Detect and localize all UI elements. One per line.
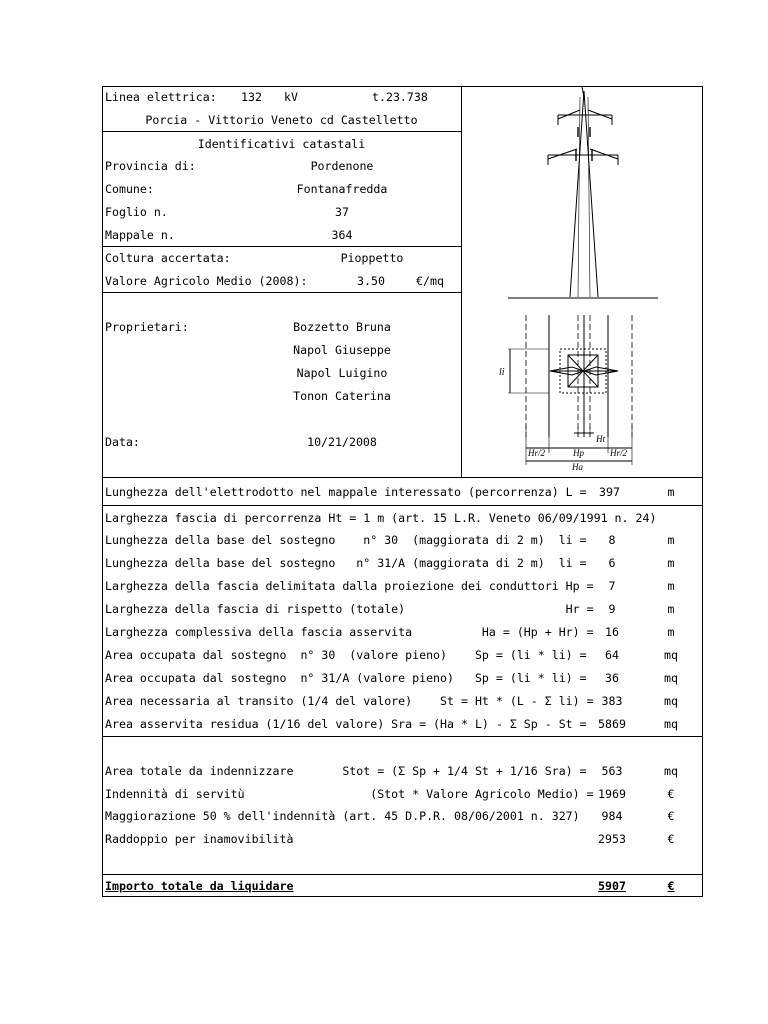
row-value: 563 bbox=[601, 764, 623, 778]
row-unit: m bbox=[667, 579, 675, 593]
divider-catasto bbox=[102, 246, 461, 247]
coltura-label: Coltura accertata: bbox=[105, 251, 231, 265]
row-unit: mq bbox=[664, 671, 678, 685]
voltage-unit: kV bbox=[284, 90, 298, 104]
row-value: 9 bbox=[608, 602, 616, 616]
vam-unit: €/mq bbox=[416, 274, 444, 288]
row-text: Larghezza della fascia di rispetto (totale) Hr = bbox=[105, 602, 594, 616]
row-value: 1969 bbox=[598, 787, 626, 801]
row-unit: € bbox=[667, 787, 675, 801]
linea-label: Linea elettrica: bbox=[105, 90, 217, 104]
diagram-label-ht: Ht bbox=[596, 434, 605, 444]
row-value: 2953 bbox=[598, 832, 626, 846]
row-text: Larghezza della fascia delimitata dalla proiezione dei conduttori Hp = bbox=[105, 579, 594, 593]
proprietario-name: Tonon Caterina bbox=[293, 389, 391, 403]
catasto-title: Identificativi catastali bbox=[197, 137, 366, 151]
proprietario-name: Napol Luigino bbox=[296, 366, 388, 380]
row-text: Indennità di servitù (Stot * Valore Agricolo Medio) = bbox=[105, 787, 594, 801]
comune-value: Fontanafredda bbox=[296, 182, 388, 196]
voltage-value: 132 bbox=[241, 90, 262, 104]
data-label: Data: bbox=[105, 435, 140, 449]
proprietario-name: Napol Giuseppe bbox=[293, 343, 391, 357]
row-text: Raddoppio per inamovibilità bbox=[105, 832, 294, 846]
divider-lunghezza bbox=[102, 505, 703, 506]
row-text: Lunghezza della base del sostegno n° 31/A (maggiorata di 2 m) li = bbox=[105, 556, 587, 570]
row-unit: m bbox=[667, 533, 675, 547]
divider-top-section bbox=[102, 477, 703, 478]
row-value: 16 bbox=[605, 625, 619, 639]
line-code: t.23.738 bbox=[372, 90, 428, 104]
lunghezza-value: 397 bbox=[599, 485, 620, 499]
row-text: Maggiorazione 50 % dell'indennità (art. 45 D.P.R. 08/06/2001 n. 327) bbox=[105, 809, 580, 823]
diagram-label-li: li bbox=[499, 367, 505, 378]
row-value: 8 bbox=[608, 533, 616, 547]
row-text: Area occupata dal sostegno n° 30 (valore pieno) Sp = (li * li) = bbox=[105, 648, 587, 662]
mappale-label: Mappale n. bbox=[105, 228, 175, 242]
proprietari-label: Proprietari: bbox=[105, 320, 189, 334]
divider-totale bbox=[102, 874, 703, 875]
row-value: 5869 bbox=[598, 717, 626, 731]
row-text: Area asservita residua (1/16 del valore) Sra = (Ha * L) - Σ Sp - St = bbox=[105, 717, 587, 731]
row-text: Area totale da indennizzare Stot = (Σ Sp + 1/4 St + 1/16 Sra) = bbox=[105, 764, 587, 778]
foglio-value: 37 bbox=[335, 205, 349, 219]
row-unit: € bbox=[667, 832, 675, 846]
divider-rows bbox=[102, 736, 703, 737]
divider-coltura bbox=[102, 292, 461, 293]
diagram-label-hr2-right: Hr/2 bbox=[610, 448, 628, 458]
row-unit: mq bbox=[664, 694, 678, 708]
row-value: 64 bbox=[605, 648, 619, 662]
provincia-value: Pordenone bbox=[310, 159, 374, 173]
row-unit: mq bbox=[664, 717, 678, 731]
row-value: 6 bbox=[608, 556, 616, 570]
row-text: Area necessaria al transito (1/4 del valore) St = Ht * (L - Σ li) = bbox=[105, 694, 594, 708]
diagram-label-ha: Ha bbox=[572, 462, 583, 472]
row-value: 984 bbox=[601, 809, 623, 823]
route-name: Porcia - Vittorio Veneto cd Castelletto bbox=[145, 113, 418, 127]
data-value: 10/21/2008 bbox=[307, 435, 377, 449]
provincia-label: Provincia di: bbox=[105, 159, 196, 173]
divider-header bbox=[102, 131, 461, 132]
coltura-value: Pioppetto bbox=[340, 251, 404, 265]
row-unit: mq bbox=[664, 648, 678, 662]
diagram-label-hr2-left: Hr/2 bbox=[528, 448, 546, 458]
lunghezza-unit: m bbox=[667, 485, 675, 499]
row-value: 383 bbox=[601, 694, 623, 708]
row-unit: m bbox=[667, 625, 675, 639]
row-value: 7 bbox=[608, 579, 616, 593]
comune-label: Comune: bbox=[105, 182, 154, 196]
row-text: Lunghezza della base del sostegno n° 30 (maggiorata di 2 m) li = bbox=[105, 533, 587, 547]
row-unit: € bbox=[667, 809, 675, 823]
totale-label: Importo totale da liquidare bbox=[105, 879, 294, 893]
row-value: 36 bbox=[605, 671, 619, 685]
foglio-label: Foglio n. bbox=[105, 205, 168, 219]
row-unit: m bbox=[667, 602, 675, 616]
proprietario-name: Bozzetto Bruna bbox=[293, 320, 391, 334]
lunghezza-text: Lunghezza dell'elettrodotto nel mappale interessato (percorrenza) L = bbox=[105, 485, 587, 499]
row-text: Larghezza fascia di percorrenza Ht = 1 m (art. 15 L.R. Veneto 06/09/1991 n. 24) bbox=[105, 511, 657, 525]
vam-value: 3.50 bbox=[357, 274, 385, 288]
diagram-label-hp: Hp bbox=[573, 448, 584, 458]
totale-value: 5907 bbox=[598, 879, 626, 893]
row-text: Area occupata dal sostegno n° 31/A (valore pieno) Sp = (li * li) = bbox=[105, 671, 587, 685]
row-unit: m bbox=[667, 556, 675, 570]
row-text: Larghezza complessiva della fascia asservita Ha = (Hp + Hr) = bbox=[105, 625, 594, 639]
vam-label: Valore Agricolo Medio (2008): bbox=[105, 274, 308, 288]
totale-unit: € bbox=[667, 879, 675, 893]
mappale-value: 364 bbox=[331, 228, 353, 242]
row-unit: mq bbox=[664, 764, 678, 778]
pylon-diagram bbox=[462, 87, 702, 477]
